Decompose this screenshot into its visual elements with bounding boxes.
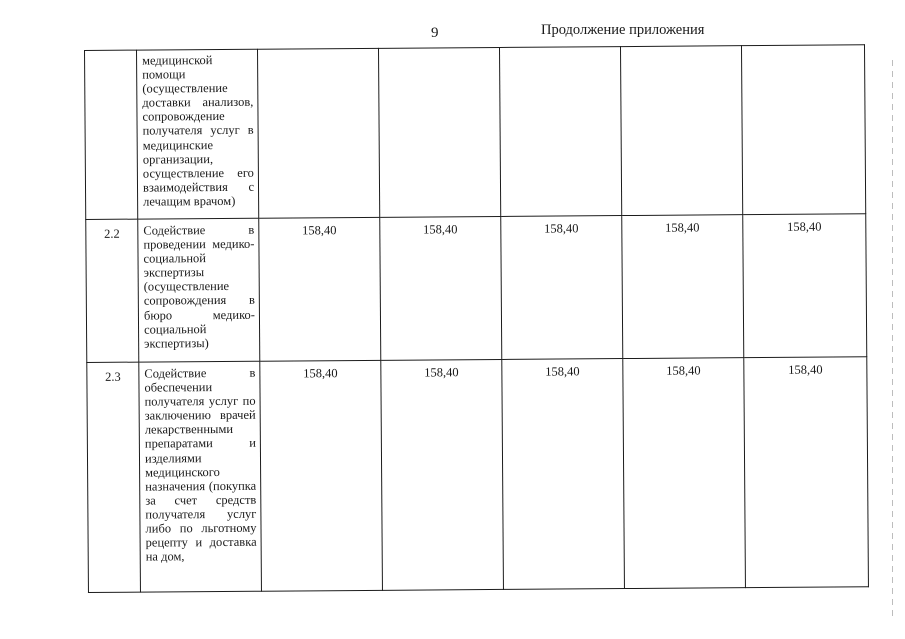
table-row [86, 214, 867, 363]
service-description-text: Содействие в проведении медико-социальной экспертизы (осуществление сопровождения в бюро медико-социальной экспертизы) [143, 222, 255, 351]
row-number: 2.3 [87, 362, 141, 592]
value-cell: 158,40 [260, 360, 383, 591]
value-cell: 158,40 [381, 359, 504, 590]
value-cell: 158,40 [380, 216, 502, 360]
value-cell: 158,40 [501, 216, 623, 360]
value-cell: 158,40 [622, 215, 744, 359]
service-description [138, 218, 260, 362]
service-description-text: Содействие в обеспечении получателя услуг по заключению врачей лекарственными препаратами и изделиями медицинского назначения (покупка за счет средств получателя услуг либо по льготному рецепту и доставка на дом, [144, 365, 257, 564]
table-row [85, 45, 866, 220]
page-number: 9 [431, 25, 439, 41]
row-number: 2.2 [86, 219, 139, 362]
value-cell: 158,40 [259, 217, 381, 361]
service-description [139, 361, 262, 592]
value-cell: 158,40 [623, 358, 746, 589]
value-cell [257, 48, 379, 218]
service-description [137, 49, 259, 219]
row-number [85, 50, 138, 219]
value-cell: 158,40 [502, 359, 625, 590]
value-cell [620, 46, 742, 216]
value-cell [378, 47, 500, 217]
value-cell: 158,40 [743, 214, 867, 358]
continuation-label: Продолжение приложения [541, 22, 705, 38]
services-table [84, 44, 868, 587]
scan-edge-line [892, 60, 893, 620]
table-row [87, 357, 869, 593]
service-description-text: медицинской помощи (осуществление доставки анализов, сопровождение получателя услуг в медицинские организации, осуществление его взаимодействия с лечащим врачом) [142, 53, 255, 209]
value-cell [499, 47, 621, 217]
value-cell: 158,40 [744, 357, 869, 588]
value-cell [741, 45, 865, 215]
